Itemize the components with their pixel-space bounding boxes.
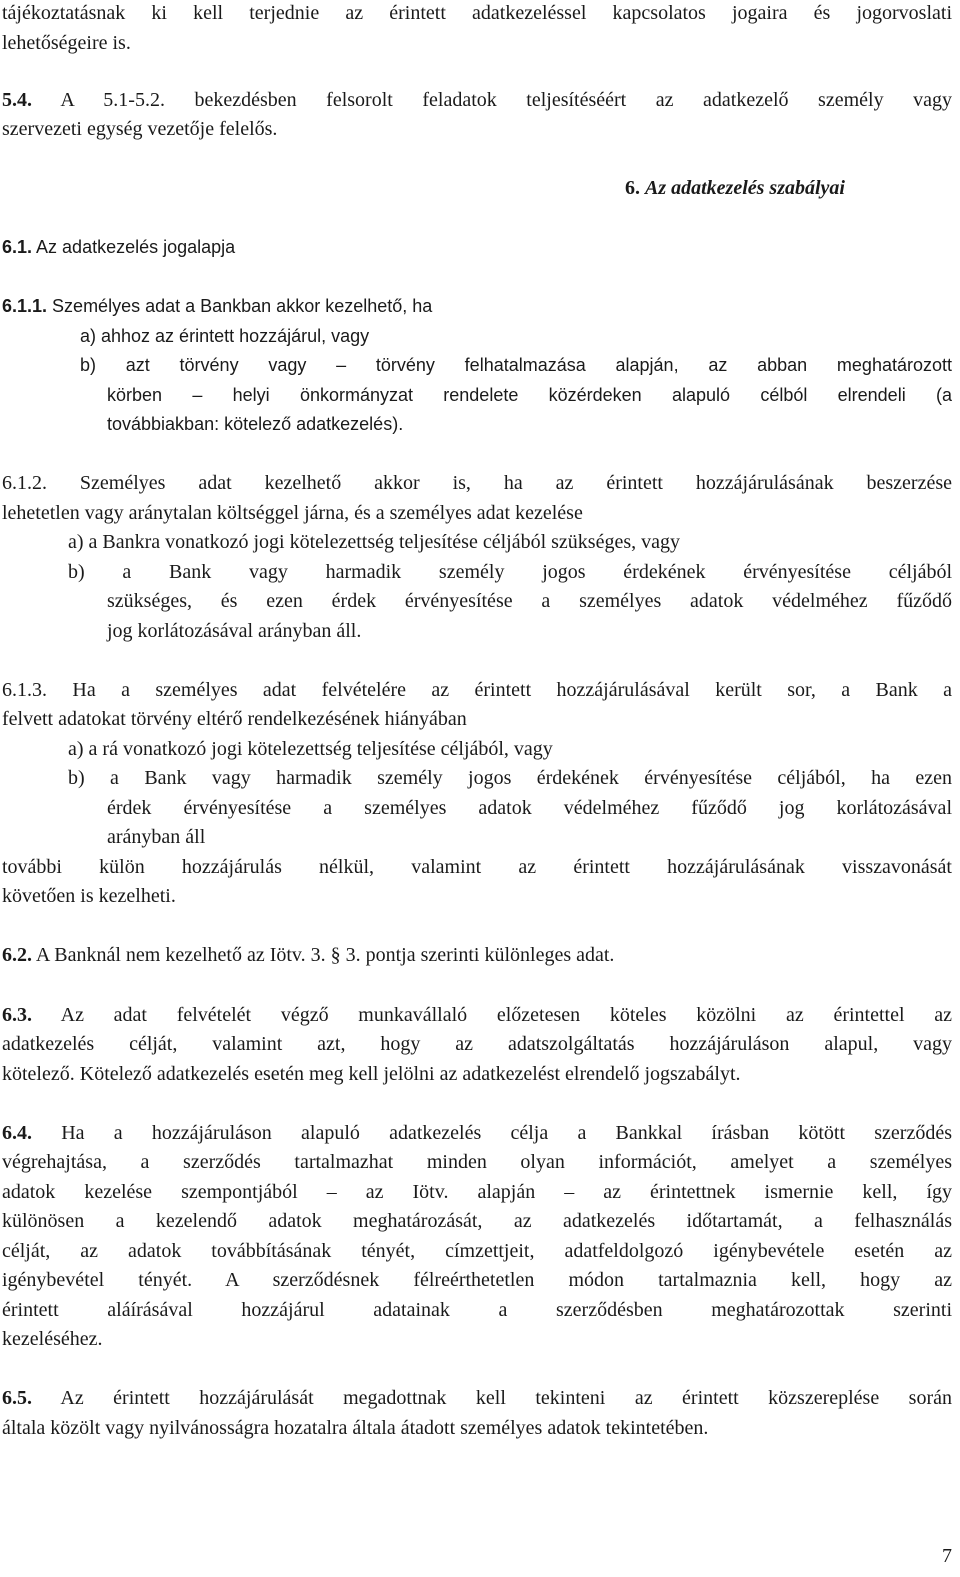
paragraph-5-4-line-1: 5.4. A 5.1-5.2. bekezdésben felsorolt feladatok teljesítéséért az adatkezelő személy vagy [2, 89, 952, 111]
paragraph-5-4-line-2: szervezeti egység vezetője felelős. [2, 118, 278, 140]
intro-line-2: lehetőségeire is. [2, 32, 131, 54]
paragraph-6-1-3-item-b-line-3: arányban áll [107, 826, 206, 848]
paragraph-6-4-line-5: célját, az adatok továbbításának tényét, címzettjeit, adatfeldolgozó igénybevétele esetén az [2, 1240, 952, 1262]
paragraph-6-1-1-item-b-line-3: továbbiakban: kötelező adatkezelés). [107, 414, 404, 434]
paragraph-6-1-3-item-a: a) a rá vonatkozó jogi kötelezettség teljesítése céljából, vagy [68, 738, 553, 760]
paragraph-6-1-2-line-2: lehetetlen vagy aránytalan költséggel járna, és a személyes adat kezelése [2, 502, 583, 524]
paragraph-6-3-line-1: 6.3. Az adat felvételét végző munkavállaló előzetesen köteles közölni az érintettel az [2, 1004, 952, 1026]
paragraph-6-1-3-item-b-line-1: b) a Bank vagy harmadik személy jogos érdekének érvényesítése céljából, ha ezen [68, 767, 952, 789]
paragraph-6-3-line-3: kötelező. Kötelező adatkezelés esetén meg kell jelölni az adatkezelést elrendelő jogszabályt. [2, 1063, 741, 1085]
section-number: 6. [625, 177, 640, 199]
paragraph-6-5-line-1: 6.5. Az érintett hozzájárulását megadottnak kell tekinteni az érintett közszereplése során [2, 1387, 952, 1409]
paragraph-6-1-1-item-a: a) ahhoz az érintett hozzájárul, vagy [80, 326, 370, 346]
paragraph-6-1-2-item-a: a) a Bankra vonatkozó jogi kötelezettség teljesítése céljából szükséges, vagy [68, 531, 681, 553]
paragraph-6-1-3-item-b-line-2: érdek érvényesítése a személyes adatok védelméhez fűződő jog korlátozásával [107, 797, 952, 819]
section-title: Az adatkezelés szabályai [645, 177, 845, 199]
paragraph-6-4-line-8: kezeléséhez. [2, 1328, 103, 1350]
section-heading [625, 175, 960, 201]
paragraph-6-4-line-6: igénybevétel tényét. A szerződésnek félreérthetetlen módon tartalmaznia kell, hogy az [2, 1269, 952, 1291]
paragraph-6-3-line-2: adatkezelés célját, valamint azt, hogy az adatszolgáltatás hozzájáruláson alapul, vagy [2, 1033, 952, 1055]
paragraph-5-4-number: 5.4. [2, 89, 32, 111]
paragraph-6-1-3-line-3: további külön hozzájárulás nélkül, valamint az érintett hozzájárulásának visszavonását [2, 856, 952, 878]
paragraph-6-1-2-line-1: 6.1.2. Személyes adat kezelhető akkor is, ha az érintett hozzájárulásának beszerzése [2, 472, 952, 494]
paragraph-6-1-1-intro: 6.1.1. Személyes adat a Bankban akkor kezelhető, ha [2, 296, 433, 316]
paragraph-6-1-1-item-b-line-2: körben – helyi önkormányzat rendelete közérdeken alapuló célból elrendeli (a [107, 385, 952, 405]
paragraph-6-1-3-line-4: követően is kezelheti. [2, 885, 176, 907]
paragraph-6-4-line-2: végrehajtása, a szerződés tartalmazhat minden olyan információt, amelyet a személyes [2, 1151, 952, 1173]
paragraph-6-1-3-line-2: felvett adatokat törvény eltérő rendelkezésének hiányában [2, 708, 467, 730]
paragraph-6-1-1-item-b-line-1: b) azt törvény vagy – törvény felhatalmazása alapján, az abban meghatározott [80, 355, 952, 375]
paragraph-6-4-line-3: adatok kezelése szempontjából – az Iötv. alapján – az érintettnek ismernie kell, így [2, 1181, 952, 1203]
paragraph-6-1-2-item-b-line-2: szükséges, és ezen érdek érvényesítése a személyes adatok védelméhez fűződő [107, 590, 952, 612]
subsection-heading: 6.1. Az adatkezelés jogalapja [2, 237, 236, 257]
paragraph-6-1-2-item-b-line-3: jog korlátozásával arányban áll. [107, 620, 362, 642]
paragraph-6-1-3-line-1: 6.1.3. Ha a személyes adat felvételére az érintett hozzájárulásával került sor, a Bank a [2, 679, 952, 701]
page-number: 7 [942, 1545, 952, 1567]
paragraph-6-5-line-2: általa közölt vagy nyilvánosságra hozatalra általa átadott személyes adatok tekintetében. [2, 1417, 709, 1439]
paragraph-6-2: 6.2. A Banknál nem kezelhető az Iötv. 3. § 3. pontja szerinti különleges adat. [2, 944, 615, 966]
paragraph-6-4-line-1: 6.4. Ha a hozzájáruláson alapuló adatkezelés célja a Bankkal írásban kötött szerződés [2, 1122, 952, 1144]
paragraph-6-4-line-7: érintett aláírásával hozzájárul adatainak a szerződésben meghatározottak szerinti [2, 1299, 952, 1321]
paragraph-6-4-line-4: különösen a kezelendő adatok meghatározását, az adatkezelés időtartamát, a felhasználás [2, 1210, 952, 1232]
intro-line-1: tájékoztatásnak ki kell terjednie az érintett adatkezeléssel kapcsolatos jogaira és jogorvoslati [2, 2, 952, 24]
paragraph-6-1-2-item-b-line-1: b) a Bank vagy harmadik személy jogos érdekének érvényesítése céljából [68, 561, 952, 583]
